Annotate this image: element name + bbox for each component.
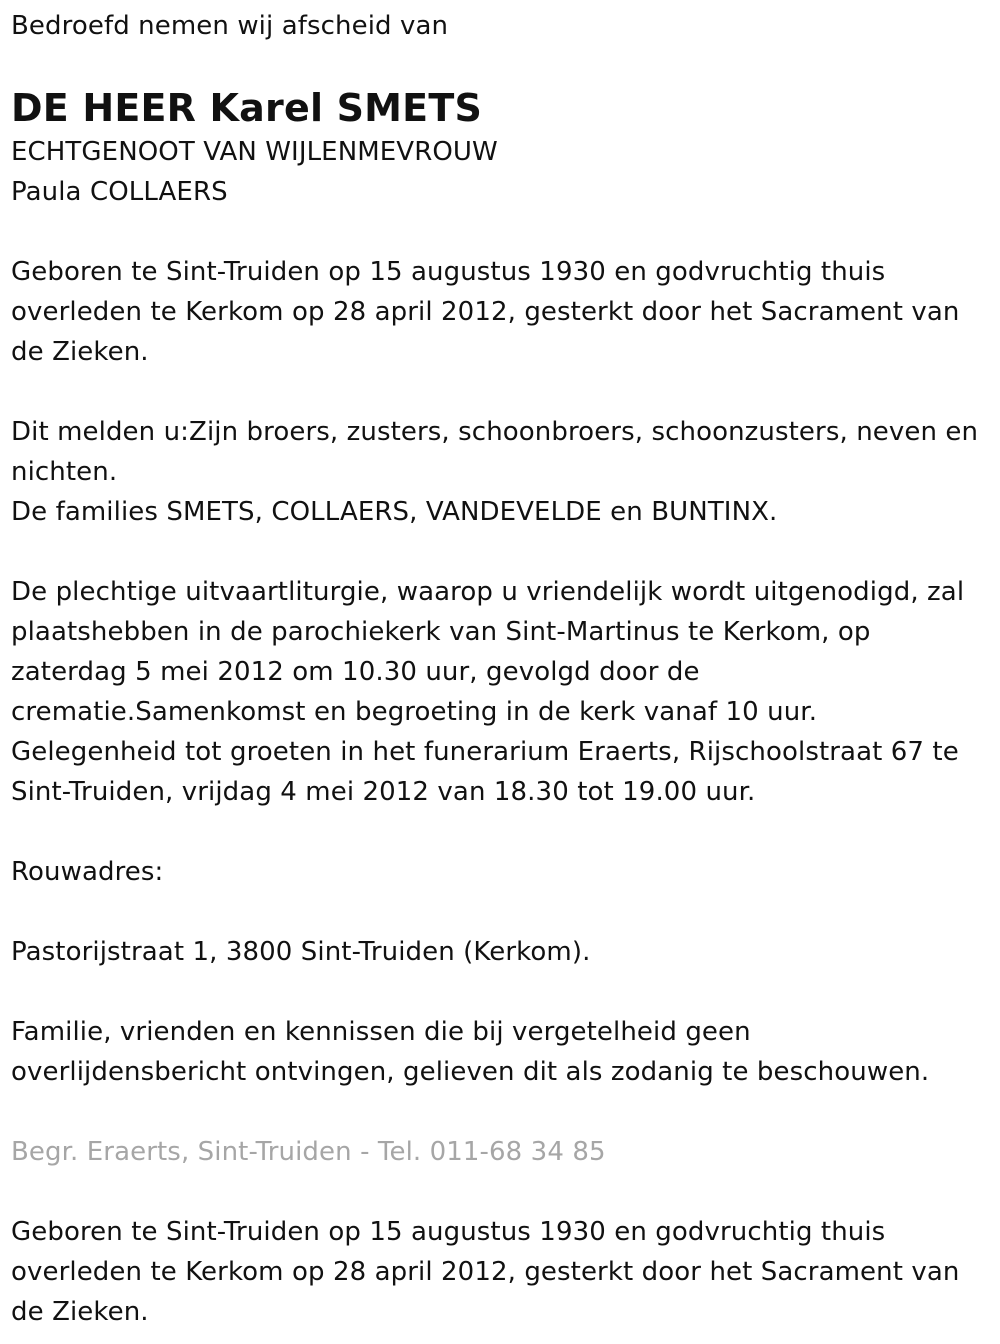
paragraph-line: Sint-Truiden, vrijdag 4 mei 2012 van 18.30 tot 19.00 uur. (11, 777, 756, 807)
spacer (11, 372, 991, 412)
paragraph-line: Familie, vrienden en kennissen die bij vergetelheid geen (11, 1017, 751, 1047)
spacer (11, 532, 991, 572)
spacer (11, 1092, 991, 1132)
obituary-document (11, 0, 991, 1332)
paragraph-line: crematie.Samenkomst en begroeting in de kerk vanaf 10 uur. (11, 697, 818, 727)
address-label: Rouwadres: (11, 857, 164, 887)
paragraph-line: Gelegenheid tot groeten in het funerarium Eraerts, Rijschoolstraat 67 te (11, 737, 959, 767)
paragraph-line: nichten. (11, 457, 118, 487)
family-paragraph (11, 412, 991, 532)
paragraph-line: overleden te Kerkom op 28 april 2012, gesterkt door het Sacrament van (11, 297, 960, 327)
funeral-paragraph (11, 572, 991, 812)
notice-paragraph (11, 1012, 991, 1092)
paragraph-line: de Zieken. (11, 1297, 149, 1327)
paragraph-line: Geboren te Sint-Truiden op 15 augustus 1930 en godvruchtig thuis (11, 1217, 886, 1247)
spouse-line-2: Paula COLLAERS (11, 177, 228, 207)
paragraph-line: De plechtige uitvaartliturgie, waarop u vriendelijk wordt uitgenodigd, zal (11, 577, 965, 607)
paragraph-line: zaterdag 5 mei 2012 om 10.30 uur, gevolgd door de (11, 657, 700, 687)
paragraph-line: overlijdensbericht ontvingen, gelieven dit als zodanig te beschouwen. (11, 1057, 930, 1087)
paragraph-line: De families SMETS, COLLAERS, VANDEVELDE en BUNTINX. (11, 497, 778, 527)
paragraph-line: de Zieken. (11, 337, 149, 367)
spacer (11, 212, 991, 252)
paragraph-line: Geboren te Sint-Truiden op 15 augustus 1930 en godvruchtig thuis (11, 257, 886, 287)
paragraph-line: Dit melden u:Zijn broers, zusters, schoonbroers, schoonzusters, neven en (11, 417, 979, 447)
deceased-name: DE HEER Karel SMETS (11, 86, 483, 130)
intro-text: Bedroefd nemen wij afscheid van (11, 11, 449, 41)
undertaker-credit: Begr. Eraerts, Sint-Truiden - Tel. 011-68 34 85 (11, 1137, 606, 1167)
spacer (11, 972, 991, 1012)
paragraph-line: overleden te Kerkom op 28 april 2012, gesterkt door het Sacrament van (11, 1257, 960, 1287)
spouse-line-1: ECHTGENOOT VAN WIJLENMEVROUW (11, 137, 498, 167)
birth-death-paragraph-repeat (11, 1212, 991, 1332)
spacer (11, 1172, 991, 1212)
birth-death-paragraph (11, 252, 991, 372)
spacer (11, 812, 991, 852)
address-text: Pastorijstraat 1, 3800 Sint-Truiden (Kerkom). (11, 937, 591, 967)
spacer (11, 892, 991, 932)
paragraph-line: plaatshebben in de parochiekerk van Sint-Martinus te Kerkom, op (11, 617, 871, 647)
